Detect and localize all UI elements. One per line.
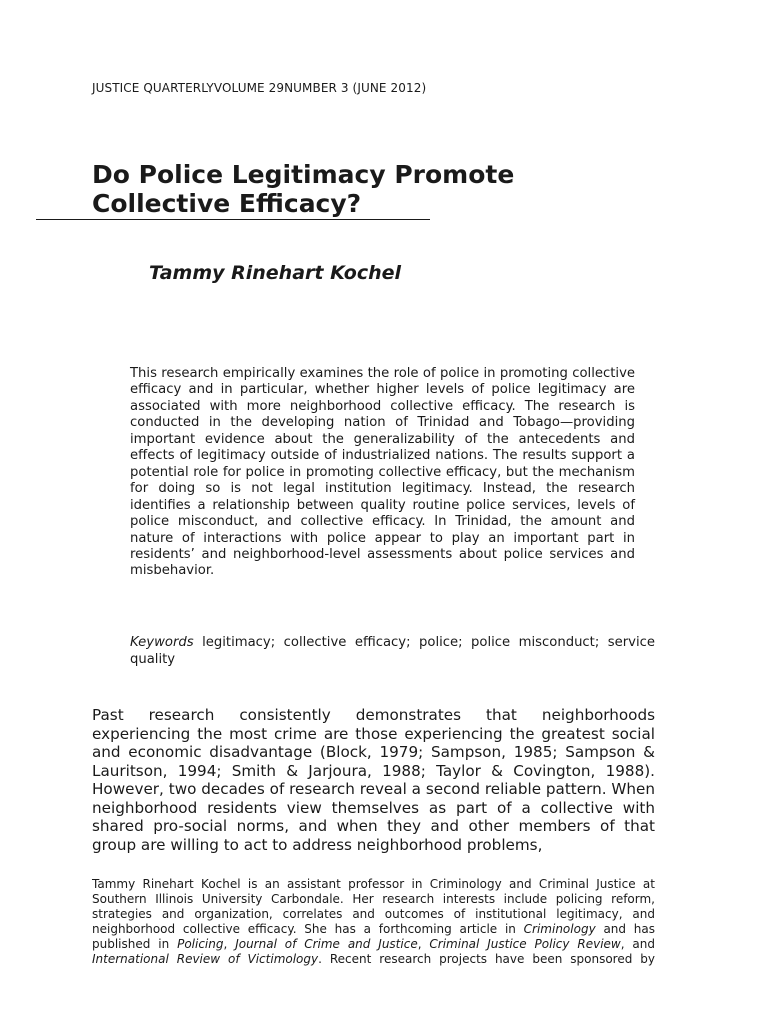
abstract: This research empirically examines the role of police in promoting collective efficacy and in particular, whether higher levels of police legitimacy are associated with more neighborhood collective efficacy. The research is conducted in the developing nation of Trinidad and Tobago—providing important evidence about the generalizability of the antecedents and effects of legitimacy outside of industrialized nations. The results support a potential role for police in promoting collective efficacy, but the mechanism for doing so is not legal institution legitimacy. Instead, the research identifies a relationship between quality routine police services, levels of police misconduct, and collective efficacy. In Trinidad, the amount and nature of interactions with police appear to play an important part in residents’ and neighborhood-level assessments about police services and misbehavior. (130, 366, 635, 579)
author-footnote (92, 877, 655, 967)
keywords-label: Keywords (130, 635, 194, 650)
author-name: Tammy Rinehart Kochel (149, 262, 402, 284)
body-paragraph: Past research consistently demonstrates that neighborhoods experiencing the most crime are those experiencing the greatest social and economic disadvantage (Block, 1979; Sampson, 1985; Sampson & Lauritson, 1994; Smith & Jarjoura, 1988; Taylor & Covington, 1988). However, two decades of research reveal a second reliable pattern. When neighborhood residents view themselves as part of a collective with shared pro-social norms, and when they and other members of that group are willing to act to address neighborhood problems, (92, 706, 655, 854)
article-title: Do Police Legitimacy Promote Collective Efficacy? (92, 160, 515, 218)
journal-header (92, 81, 426, 95)
footnote-journal-cj-policy-review: Criminal Justice Policy Review (429, 937, 621, 951)
footnote-text-3: , and (620, 937, 656, 951)
footnote-separator-2: , (417, 937, 430, 951)
footnote-text-4: . Recent research projects have been sponsored by (318, 952, 655, 966)
journal-date: (JUNE 2012) (352, 81, 427, 95)
keywords (130, 634, 655, 668)
footnote-separator-1: , (223, 937, 236, 951)
footnote-text-2: and has published in (92, 922, 655, 951)
footnote-journal-policing: Policing (177, 937, 224, 951)
title-divider (36, 219, 430, 220)
footnote-journal-criminology: Criminology (523, 922, 596, 936)
journal-number: NUMBER 3 (284, 81, 349, 95)
footnote-text-1: Tammy Rinehart Kochel is an assistant professor in Criminology and Criminal Justice at Southern Illinois University Carbondale. Her research interests include policing reform, strategies and organization, correlates and outcomes of institutional legitimacy, and neighborhood collective efficacy. She has a forthcoming article in (92, 877, 655, 936)
footnote-journal-victimology: International Review of Victimology (92, 952, 319, 966)
footnote-journal-crime-justice: Journal of Crime and Justice (235, 937, 418, 951)
keywords-list: legitimacy; collective efficacy; police; police misconduct; service quality (130, 635, 655, 667)
journal-name: JUSTICE QUARTERLY (92, 81, 214, 95)
journal-volume: VOLUME 29 (213, 81, 285, 95)
